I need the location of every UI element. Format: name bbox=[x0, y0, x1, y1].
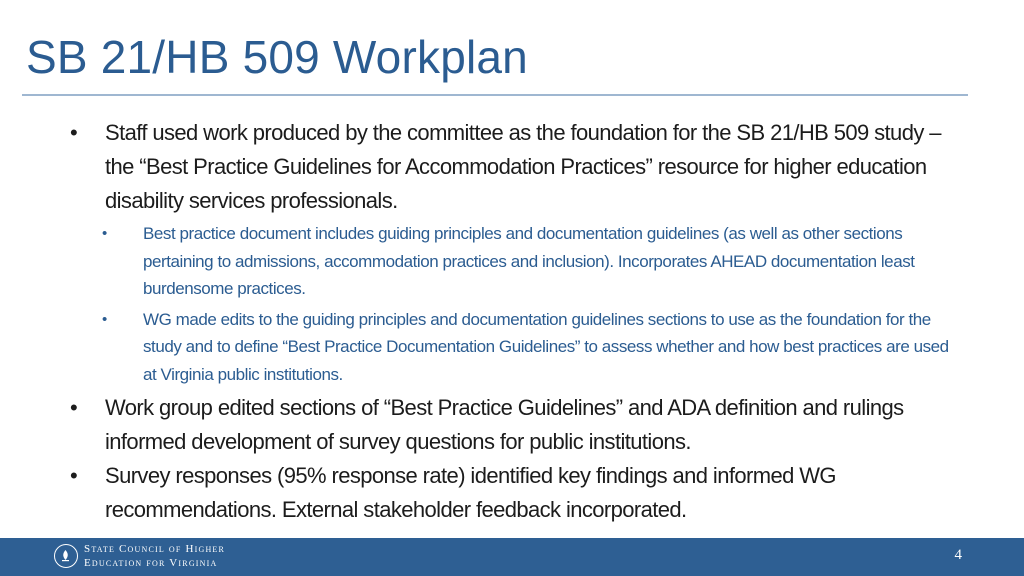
bullet-text: Staff used work produced by the committee as the foundation for the SB 21/HB 509 study – the “Best Practice Guidelines for Accommodation Practices” resource for higher education disability services professionals. bbox=[105, 120, 941, 213]
bullet-item bbox=[62, 459, 962, 527]
sub-bullet-text: Best practice document includes guiding principles and documentation guidelines (as well as other sections pertaining to admissions, accommodation practices and inclusion). Incorporates AHEAD documentation least burdensome practices. bbox=[143, 224, 915, 298]
bullet-item bbox=[62, 391, 962, 459]
sub-bullet-text: WG made edits to the guiding principles and documentation guidelines sections to use as the foundation for the study and to define “Best Practice Documentation Guidelines” to assess whether and how best practices are used at Virginia public institutions. bbox=[143, 309, 949, 384]
bullet-dot-icon: • bbox=[70, 120, 78, 145]
footer-bar bbox=[0, 538, 1024, 576]
bullet-dot-icon: • bbox=[70, 395, 78, 420]
schev-seal-icon bbox=[54, 544, 78, 568]
bullet-list bbox=[62, 116, 962, 527]
slide-title: SB 21/HB 509 Workplan bbox=[26, 31, 528, 83]
bullet-item bbox=[62, 116, 962, 218]
org-line-1: State Council of Higher bbox=[84, 543, 226, 555]
bullet-dot-icon: • bbox=[70, 463, 78, 488]
org-line-2: Education for Virginia bbox=[84, 557, 218, 569]
organization-name bbox=[84, 542, 225, 570]
page-number: 4 bbox=[954, 547, 962, 563]
bullet-text: Survey responses (95% response rate) identified key findings and informed WG recommendations. External stakeholder feedback incorporated. bbox=[105, 463, 836, 522]
title-divider bbox=[22, 94, 968, 96]
bullet-dot-icon: • bbox=[102, 310, 107, 328]
sub-bullet-item bbox=[62, 220, 962, 303]
sub-bullet-item bbox=[62, 306, 962, 389]
bullet-text: Work group edited sections of “Best Practice Guidelines” and ADA definition and rulings informed development of survey questions for public institutions. bbox=[105, 395, 904, 454]
bullet-dot-icon: • bbox=[102, 225, 107, 242]
